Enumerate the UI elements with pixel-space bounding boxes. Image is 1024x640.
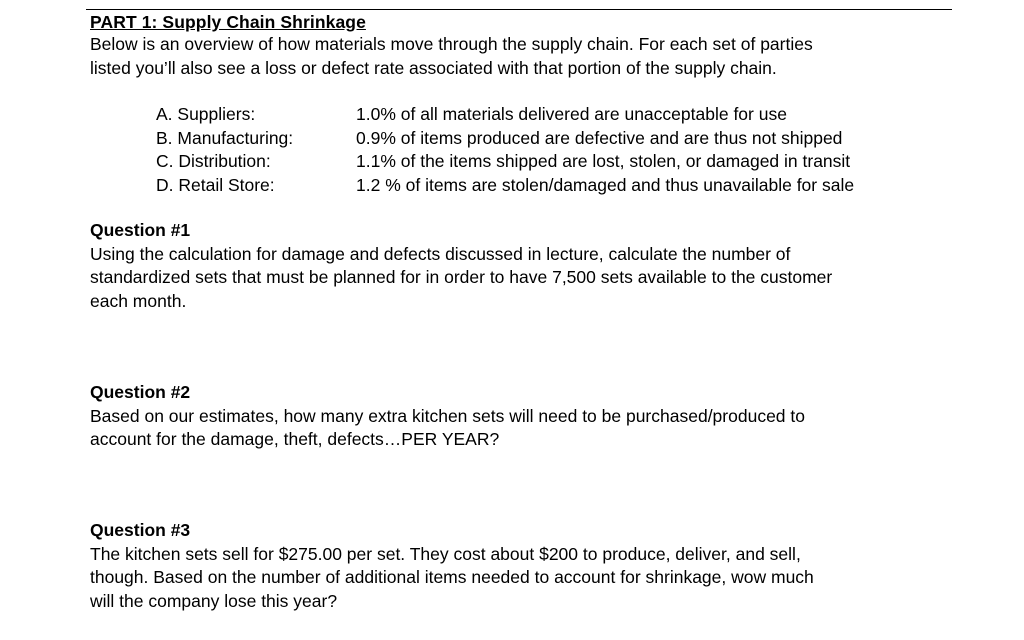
question-line: The kitchen sets sell for $275.00 per set. They cost about $200 to produce, deliver, and sell, [90, 543, 801, 564]
part-title: PART 1: Supply Chain Shrinkage [90, 12, 366, 32]
question-line: standardized sets that must be planned for in order to have 7,500 sets available to the customer [90, 267, 833, 287]
question-line: though. Based on the number of additional items needed to account for shrinkage, wow much [90, 567, 814, 587]
party-rate: 1.0% of all materials delivered are unacceptable for use [356, 104, 787, 124]
question-title: Question #3 [90, 520, 191, 540]
question-line: will the company lose this year? [90, 590, 338, 611]
party-label: B. Manufacturing: [156, 127, 294, 148]
question-3 [90, 519, 960, 613]
question-line: each month. [90, 290, 187, 311]
party-rate: 1.1% of the items shipped are lost, stolen, or damaged in transit [356, 151, 851, 171]
party-rate: 1.2 % of items are stolen/damaged and thus unavailable for sale [356, 174, 855, 195]
question-line: Based on our estimates, how many extra kitchen sets will need to be purchased/produced to [90, 405, 805, 426]
party-label: C. Distribution: [156, 151, 271, 171]
party-row-suppliers [156, 103, 854, 127]
question-title: Question #1 [90, 220, 191, 240]
top-divider [86, 9, 952, 10]
party-label: D. Retail Store: [156, 174, 275, 195]
question-1 [90, 219, 960, 313]
intro-paragraph [90, 33, 950, 80]
question-line: Using the calculation for damage and defects discussed in lecture, calculate the number of [90, 243, 791, 264]
party-row-retail-store [156, 174, 854, 198]
question-title: Question #2 [90, 382, 191, 402]
party-row-manufacturing [156, 127, 854, 151]
party-label: A. Suppliers: [156, 104, 256, 124]
intro-line: Below is an overview of how materials move through the supply chain. For each set of parties [90, 34, 813, 54]
party-row-distribution [156, 150, 854, 174]
question-2 [90, 381, 960, 452]
parties-list [156, 103, 854, 197]
question-line: account for the damage, theft, defects…PER YEAR? [90, 429, 500, 449]
party-rate: 0.9% of items produced are defective and are thus not shipped [356, 127, 843, 148]
intro-line: listed you’ll also see a loss or defect rate associated with that portion of the supply chain. [90, 57, 777, 78]
